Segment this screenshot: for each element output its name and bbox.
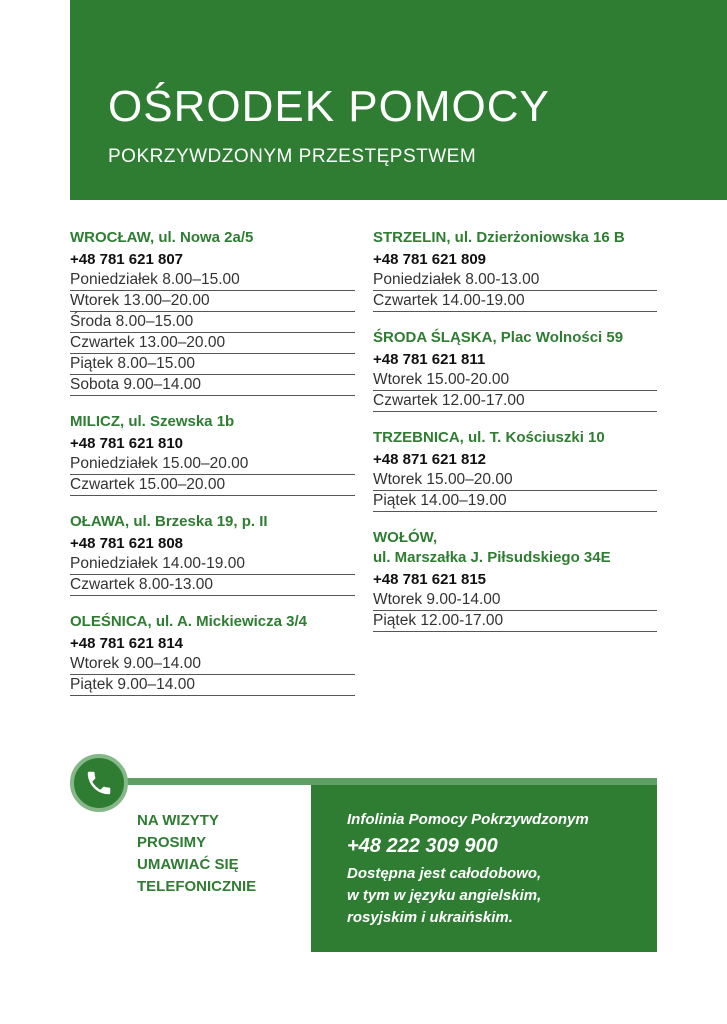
divider-bar <box>100 778 657 785</box>
hours-row: Wtorek 15.00-20.00 <box>373 370 657 391</box>
office-phone[interactable]: +48 781 621 810 <box>70 435 184 452</box>
office-sroda-slaska <box>373 328 657 412</box>
hours-row: Poniedziałek 15.00–20.00 <box>70 454 355 475</box>
hours-row: Czwartek 14.00-19.00 <box>373 291 657 312</box>
helpline-description-line: w tym w języku angielskim, <box>347 887 542 904</box>
hours-row: Piątek 8.00–15.00 <box>70 354 355 375</box>
hours-row: Czwartek 15.00–20.00 <box>70 475 355 496</box>
hours-row: Czwartek 12.00-17.00 <box>373 391 657 412</box>
office-title: OLEŚNICA, ul. A. Mickiewicza 3/4 <box>70 613 308 630</box>
visit-note-line: UMAWIAĆ SIĘ <box>137 856 239 873</box>
helpline-description-line: Dostępna jest całodobowo, <box>347 865 542 882</box>
hours-row: Sobota 9.00–14.00 <box>70 375 355 396</box>
offices-right-column <box>373 228 657 648</box>
phone-handset-icon <box>70 754 128 812</box>
office-olawa <box>70 512 355 596</box>
office-wroclaw <box>70 228 355 396</box>
hours-row: Piątek 14.00–19.00 <box>373 491 657 512</box>
office-strzelin <box>373 228 657 312</box>
office-title: OŁAWA, ul. Brzeska 19, p. II <box>70 513 268 530</box>
hours-row: Piątek 9.00–14.00 <box>70 675 355 696</box>
office-title: STRZELIN, ul. Dzierżoniowska 16 B <box>373 229 625 246</box>
hours-row: Czwartek 13.00–20.00 <box>70 333 355 354</box>
page-title: OŚRODEK POMOCY <box>108 82 550 131</box>
office-trzebnica <box>373 428 657 512</box>
hours-row: Poniedziałek 14.00-19.00 <box>70 554 355 575</box>
office-phone[interactable]: +48 871 621 812 <box>373 451 487 468</box>
office-title: MILICZ, ul. Szewska 1b <box>70 413 235 430</box>
offices-left-column <box>70 228 355 712</box>
office-title: WROCŁAW, ul. Nowa 2a/5 <box>70 229 254 246</box>
office-title: TRZEBNICA, ul. T. Kościuszki 10 <box>373 429 605 446</box>
helpline-description <box>347 863 647 929</box>
helpline-title: Infolinia Pomocy Pokrzywdzonym <box>347 811 589 828</box>
office-phone[interactable]: +48 781 621 807 <box>70 251 184 268</box>
office-phone[interactable]: +48 781 621 815 <box>373 571 487 588</box>
hours-row: Wtorek 15.00–20.00 <box>373 470 657 491</box>
phone-handset-icon-svg <box>84 768 114 798</box>
helpline-box <box>311 785 657 952</box>
office-title-address: ul. Marszałka J. Piłsudskiego 34E <box>373 549 611 566</box>
visit-note-line: PROSIMY <box>137 834 207 851</box>
page-subtitle: POKRZYWDZONYM PRZESTĘPSTWEM <box>108 146 477 167</box>
office-phone[interactable]: +48 781 621 814 <box>70 635 184 652</box>
hours-row: Wtorek 9.00–14.00 <box>70 654 355 675</box>
hours-row: Środa 8.00–15.00 <box>70 312 355 333</box>
office-phone[interactable]: +48 781 621 811 <box>373 351 486 368</box>
office-wolow <box>373 528 657 632</box>
hours-row: Poniedziałek 8.00–15.00 <box>70 270 355 291</box>
hours-row: Poniedziałek 8.00-13.00 <box>373 270 657 291</box>
helpline-description-line: rosyjskim i ukraińskim. <box>347 909 513 926</box>
hours-row: Czwartek 8.00-13.00 <box>70 575 355 596</box>
helpline-phone[interactable]: +48 222 309 900 <box>347 835 498 857</box>
visit-appointment-note <box>137 810 297 898</box>
office-title: ŚRODA ŚLĄSKA, Plac Wolności 59 <box>373 329 624 346</box>
hours-row: Wtorek 9.00-14.00 <box>373 590 657 611</box>
visit-note-line: TELEFONICZNIE <box>137 878 257 895</box>
visit-note-line: NA WIZYTY <box>137 812 219 829</box>
office-olesnica <box>70 612 355 696</box>
hours-row: Piątek 12.00-17.00 <box>373 611 657 632</box>
office-phone[interactable]: +48 781 621 809 <box>373 251 487 268</box>
office-phone[interactable]: +48 781 621 808 <box>70 535 184 552</box>
office-milicz <box>70 412 355 496</box>
hours-row: Wtorek 13.00–20.00 <box>70 291 355 312</box>
office-title: WOŁÓW, <box>373 529 438 546</box>
